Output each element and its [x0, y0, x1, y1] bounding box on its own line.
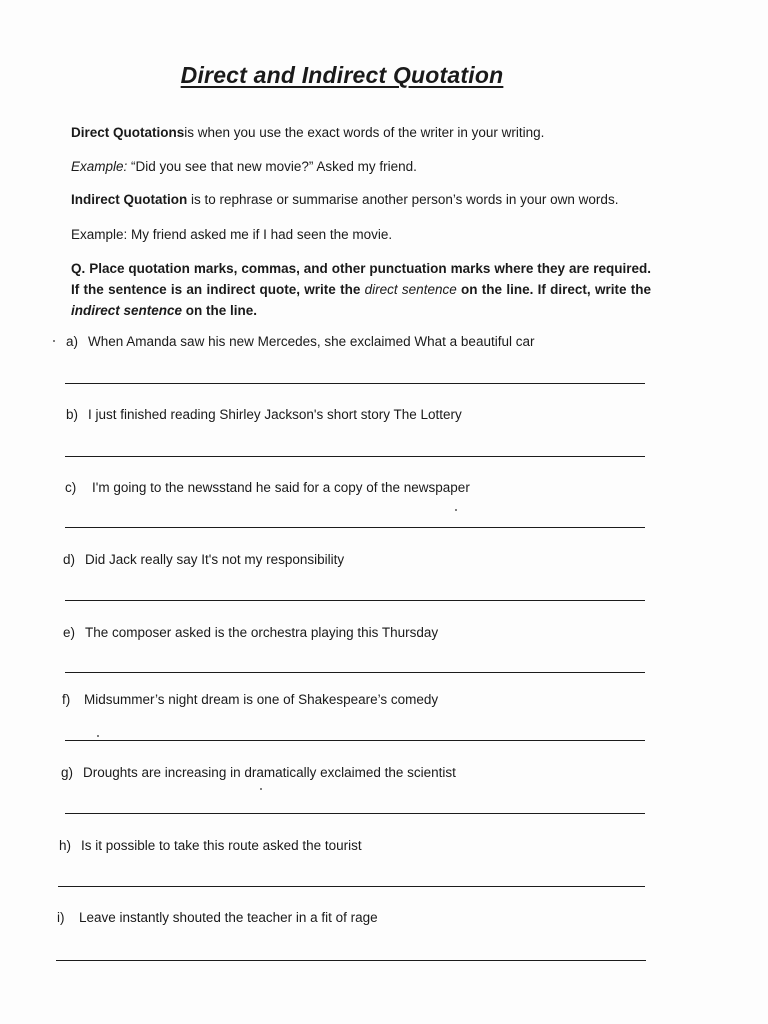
question-label: f) [62, 692, 71, 707]
answer-line[interactable] [65, 527, 645, 528]
question-label: h) [59, 838, 72, 853]
question-item [65, 479, 665, 497]
question-text: I'm going to the newsstand he said for a copy of the newspaper [92, 480, 470, 495]
answer-line[interactable] [65, 456, 645, 457]
question-label: g) [61, 765, 74, 780]
scan-speck [260, 788, 262, 790]
question-label: b) [66, 407, 79, 422]
question-label: i) [57, 910, 65, 925]
question-label: d) [63, 552, 76, 567]
answer-line[interactable] [65, 740, 645, 741]
question-item [62, 691, 662, 709]
indirect-term: Indirect Quotation [71, 192, 188, 207]
direct-term: Direct Quotations [71, 125, 185, 140]
indirect-example [71, 226, 661, 244]
direct-definition-text: is when you use the exact words of the writer in your writing. [184, 125, 545, 140]
page-title: Direct and Indirect Quotation [180, 62, 504, 88]
answer-line[interactable] [65, 813, 645, 814]
question-text: I just finished reading Shirley Jackson's short story The Lottery [88, 407, 462, 422]
instructions-part1: Q. Place quotation marks, commas, and other punctuation marks where they are required. If the sentence is an indirect quote, write the [71, 261, 651, 297]
answer-line[interactable] [56, 960, 646, 961]
question-item [66, 406, 666, 424]
indirect-definition [71, 191, 661, 209]
instructions [71, 258, 651, 321]
question-text: Droughts are increasing in dramatically exclaimed the scientist [83, 765, 456, 780]
question-text: Leave instantly shouted the teacher in a fit of rage [79, 910, 378, 925]
instructions-part3: on the line. [182, 303, 258, 318]
question-item [59, 837, 659, 855]
answer-line[interactable] [65, 383, 645, 384]
scan-speck [97, 735, 99, 737]
question-text: Is it possible to take this route asked the tourist [81, 838, 362, 853]
question-item [63, 551, 663, 569]
instructions-italic-indirect: indirect sentence [71, 303, 183, 318]
question-item [63, 624, 663, 642]
instructions-part2: on the line. If direct, write the [456, 282, 651, 297]
question-text: When Amanda saw his new Mercedes, she exclaimed What a beautiful car [88, 334, 535, 349]
question-text: The composer asked is the orchestra playing this Thursday [85, 625, 439, 640]
question-item [61, 764, 661, 782]
question-label: e) [63, 625, 76, 640]
example-label: Example: [71, 159, 128, 174]
scan-speck [455, 509, 457, 511]
question-item [57, 909, 657, 927]
direct-example-text: “Did you see that new movie?” Asked my friend. [127, 159, 417, 174]
direct-definition [71, 124, 661, 142]
indirect-definition-text: is to rephrase or summarise another person’s words in your own words. [187, 192, 619, 207]
question-item [66, 333, 666, 351]
scan-speck [53, 340, 55, 342]
question-label: c) [65, 480, 77, 495]
answer-line[interactable] [65, 672, 645, 673]
question-text: Did Jack really say It's not my responsibility [85, 552, 345, 567]
question-label: a) [66, 334, 79, 349]
question-text: Midsummer’s night dream is one of Shakespeare’s comedy [84, 692, 439, 707]
indirect-example-text: Example: My friend asked me if I had seen the movie. [71, 227, 393, 242]
answer-line[interactable] [58, 886, 645, 887]
instructions-italic-direct: direct sentence [364, 282, 457, 297]
answer-line[interactable] [65, 600, 645, 601]
direct-example [71, 158, 661, 176]
